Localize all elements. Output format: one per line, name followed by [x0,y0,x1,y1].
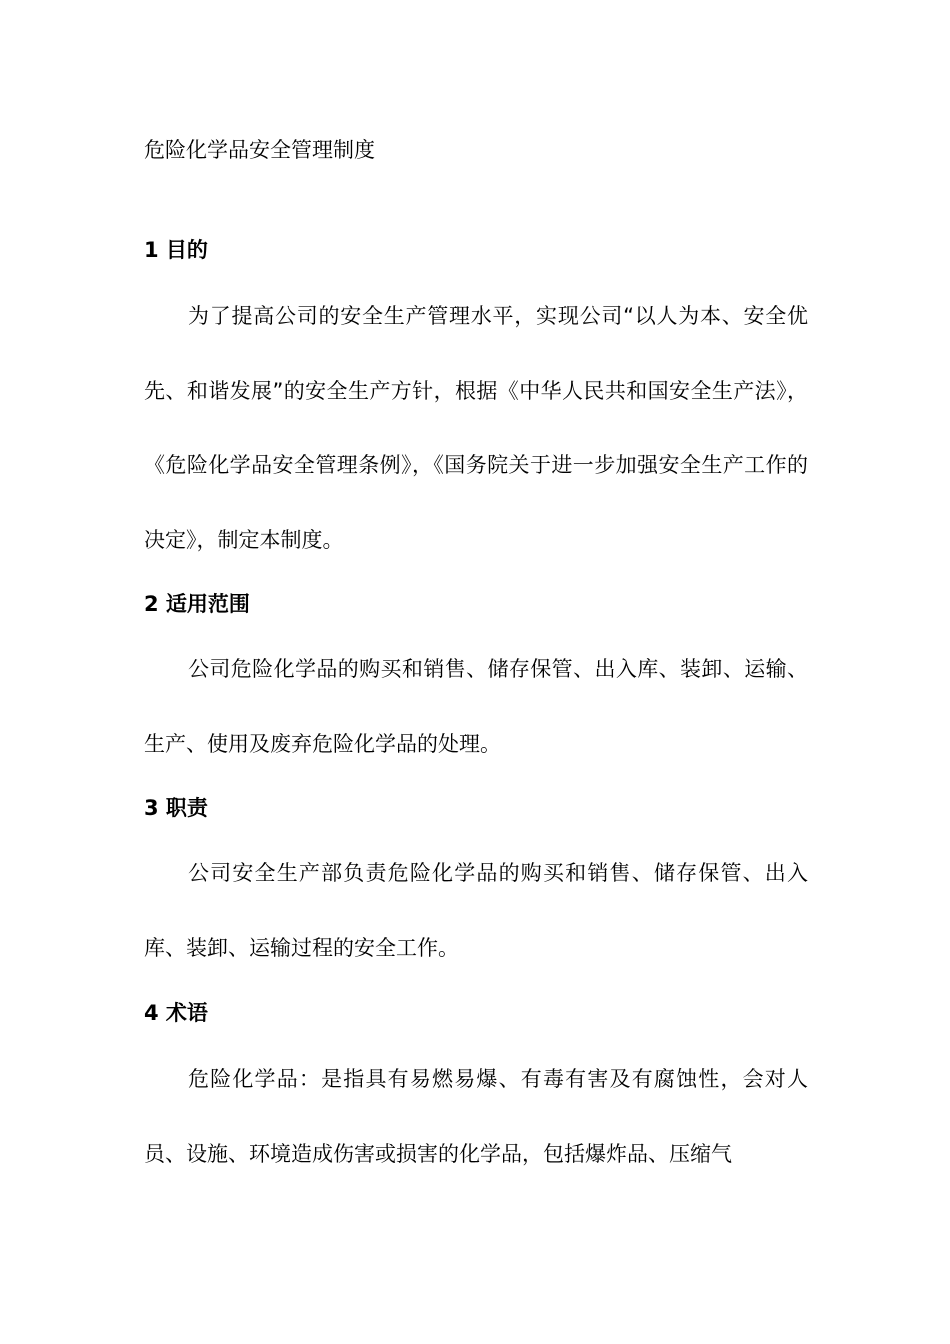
section-heading-terms: 4 术语 [144,1001,208,1025]
section-heading-responsibilities: 3 职责 [144,796,208,820]
section-body-scope: 公司危险化学品的购买和销售、储存保管、出入库、装卸、运输、生产、使用及废弃危险化学品的处理。 [144,657,808,756]
section-heading-scope: 2 适用范围 [144,592,250,616]
section-body-terms: 危险化学品：是指具有易燃易爆、有毒有害及有腐蚀性，会对人员、设施、环境造成伤害或损害的化学品，包括爆炸品、压缩气 [144,1067,808,1166]
section-heading-purpose: 1 目的 [144,238,208,262]
section-body-responsibilities: 公司安全生产部负责危险化学品的购买和销售、储存保管、出入库、装卸、运输过程的安全工作。 [144,861,808,960]
section-body-purpose: 为了提高公司的安全生产管理水平，实现公司“以人为本、安全优先、和谐发展”的安全生产方针，根据《中华人民共和国安全生产法》，《危险化学品安全管理条例》，《国务院关于进一步加强安全生产工作的决定》，制定本制度。 [144,304,808,552]
document-title: 危险化学品安全管理制度 [144,138,375,162]
